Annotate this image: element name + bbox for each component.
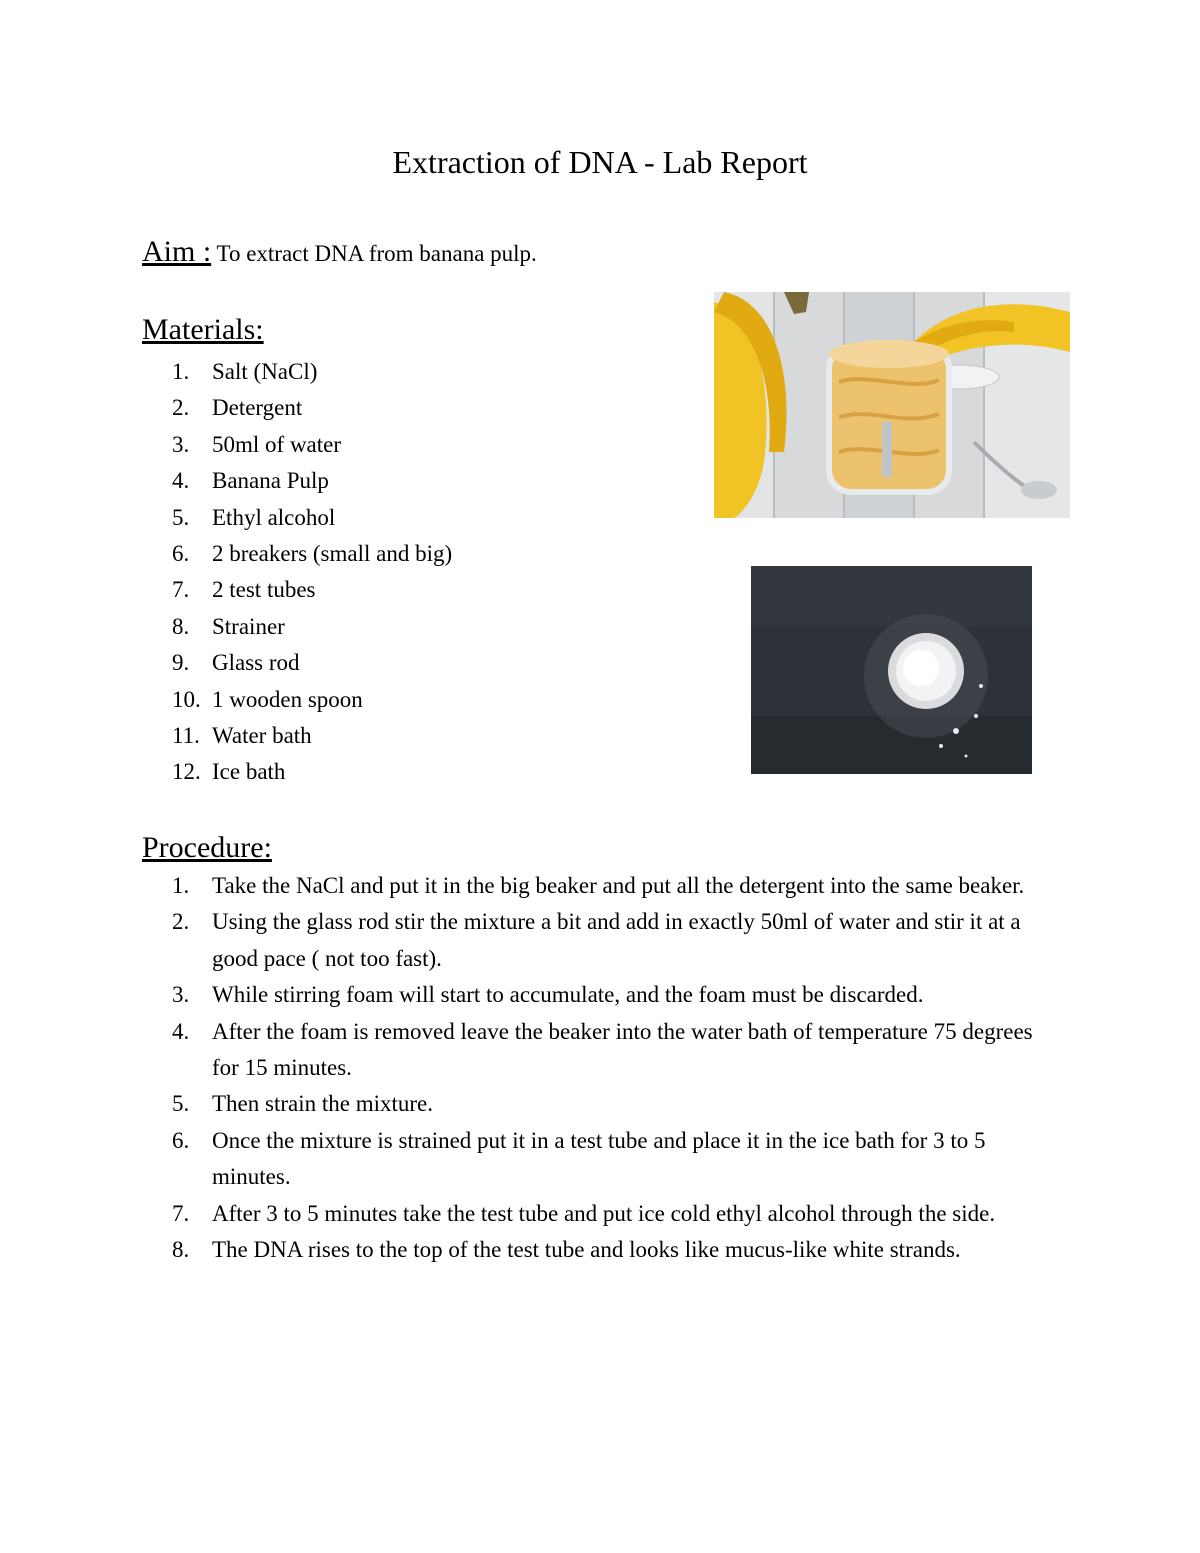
procedure-item-number: 6. <box>172 1127 190 1153</box>
materials-item-text: 2 breakers (small and big) <box>212 540 453 566</box>
materials-item-number: 3. <box>172 431 190 457</box>
procedure-heading: Procedure: <box>142 831 272 864</box>
aim-section <box>142 232 537 274</box>
materials-item-text: Ice bath <box>212 759 286 785</box>
materials-item-number: 12. <box>172 759 201 785</box>
materials-item-number: 1. <box>172 359 190 384</box>
procedure-item <box>172 868 1052 904</box>
procedure-item-text: Using the glass rod stir the mixture a bit and add in exactly 50ml of water and stir it at a good pace ( not too fast). <box>212 909 1021 971</box>
materials-item-text: Water bath <box>212 722 312 748</box>
materials-item-number: 10. <box>172 686 201 712</box>
procedure-item-number: 3. <box>172 982 190 1008</box>
materials-item-number: 6. <box>172 540 190 566</box>
materials-item <box>172 682 652 718</box>
procedure-item-number: 8. <box>172 1237 190 1263</box>
procedure-item-text: Once the mixture is strained put it in a test tube and place it in the ice bath for 3 to 5 minutes. <box>212 1127 986 1190</box>
materials-item <box>172 354 652 390</box>
page-title: Extraction of DNA - Lab Report <box>392 144 808 180</box>
procedure-item-number: 5. <box>172 1091 190 1117</box>
materials-heading: Materials: <box>142 313 264 346</box>
materials-item-text: 2 test tubes <box>212 577 316 603</box>
procedure-item-text: The DNA rises to the top of the test tube and looks like mucus-like white strands. <box>212 1237 961 1263</box>
materials-item-text: Glass rod <box>212 650 300 676</box>
salt-bowl-photo <box>751 566 1032 774</box>
materials-item-number: 8. <box>172 613 190 639</box>
procedure-item-number: 2. <box>172 909 190 935</box>
procedure-item <box>172 1232 1052 1268</box>
materials-item <box>172 536 652 572</box>
aim-text: To extract DNA from banana pulp. <box>211 241 537 266</box>
materials-item-number: 7. <box>172 577 190 603</box>
materials-item-text: Ethyl alcohol <box>212 504 336 530</box>
procedure-list <box>172 868 1052 1268</box>
materials-item <box>172 572 652 608</box>
procedure-item <box>172 977 1052 1013</box>
procedure-item-text: After the foam is removed leave the beaker into the water bath of temperature 75 degrees for 15 minutes. <box>212 1018 1033 1081</box>
procedure-item <box>172 1123 1052 1196</box>
procedure-item-text: After 3 to 5 minutes take the test tube and put ice cold ethyl alcohol through the side. <box>212 1200 996 1226</box>
materials-item-text: Salt (NaCl) <box>212 359 318 384</box>
materials-item <box>172 645 652 681</box>
materials-item-text: Detergent <box>212 395 303 421</box>
procedure-item <box>172 904 1052 977</box>
materials-item-text: 50ml of water <box>212 431 342 457</box>
materials-item-text: 1 wooden spoon <box>212 686 363 712</box>
procedure-item-text: Take the NaCl and put it in the big beaker and put all the detergent into the same beaker. <box>212 873 1025 898</box>
materials-item-number: 5. <box>172 504 190 530</box>
procedure-item-number: 7. <box>172 1200 190 1226</box>
materials-item <box>172 390 652 426</box>
materials-item <box>172 754 652 790</box>
materials-item <box>172 427 652 463</box>
procedure-item-number: 1. <box>172 873 190 898</box>
aim-heading: Aim : <box>142 235 212 268</box>
materials-list <box>172 354 652 791</box>
procedure-item <box>172 1086 1052 1122</box>
materials-item <box>172 500 652 536</box>
materials-item <box>172 609 652 645</box>
materials-item-text: Banana Pulp <box>212 468 329 494</box>
materials-item-number: 4. <box>172 468 190 494</box>
materials-item-text: Strainer <box>212 613 285 639</box>
procedure-item-text: Then strain the mixture. <box>212 1091 433 1117</box>
procedure-item <box>172 1196 1052 1232</box>
procedure-item-text: While stirring foam will start to accumulate, and the foam must be discarded. <box>212 982 924 1008</box>
procedure-item-number: 4. <box>172 1018 190 1044</box>
materials-item-number: 11. <box>172 722 200 748</box>
materials-item-number: 9. <box>172 650 190 676</box>
procedure-item <box>172 1014 1052 1087</box>
materials-item-number: 2. <box>172 395 190 421</box>
materials-item <box>172 718 652 754</box>
materials-item <box>172 463 652 499</box>
banana-pulp-photo <box>714 292 1070 518</box>
